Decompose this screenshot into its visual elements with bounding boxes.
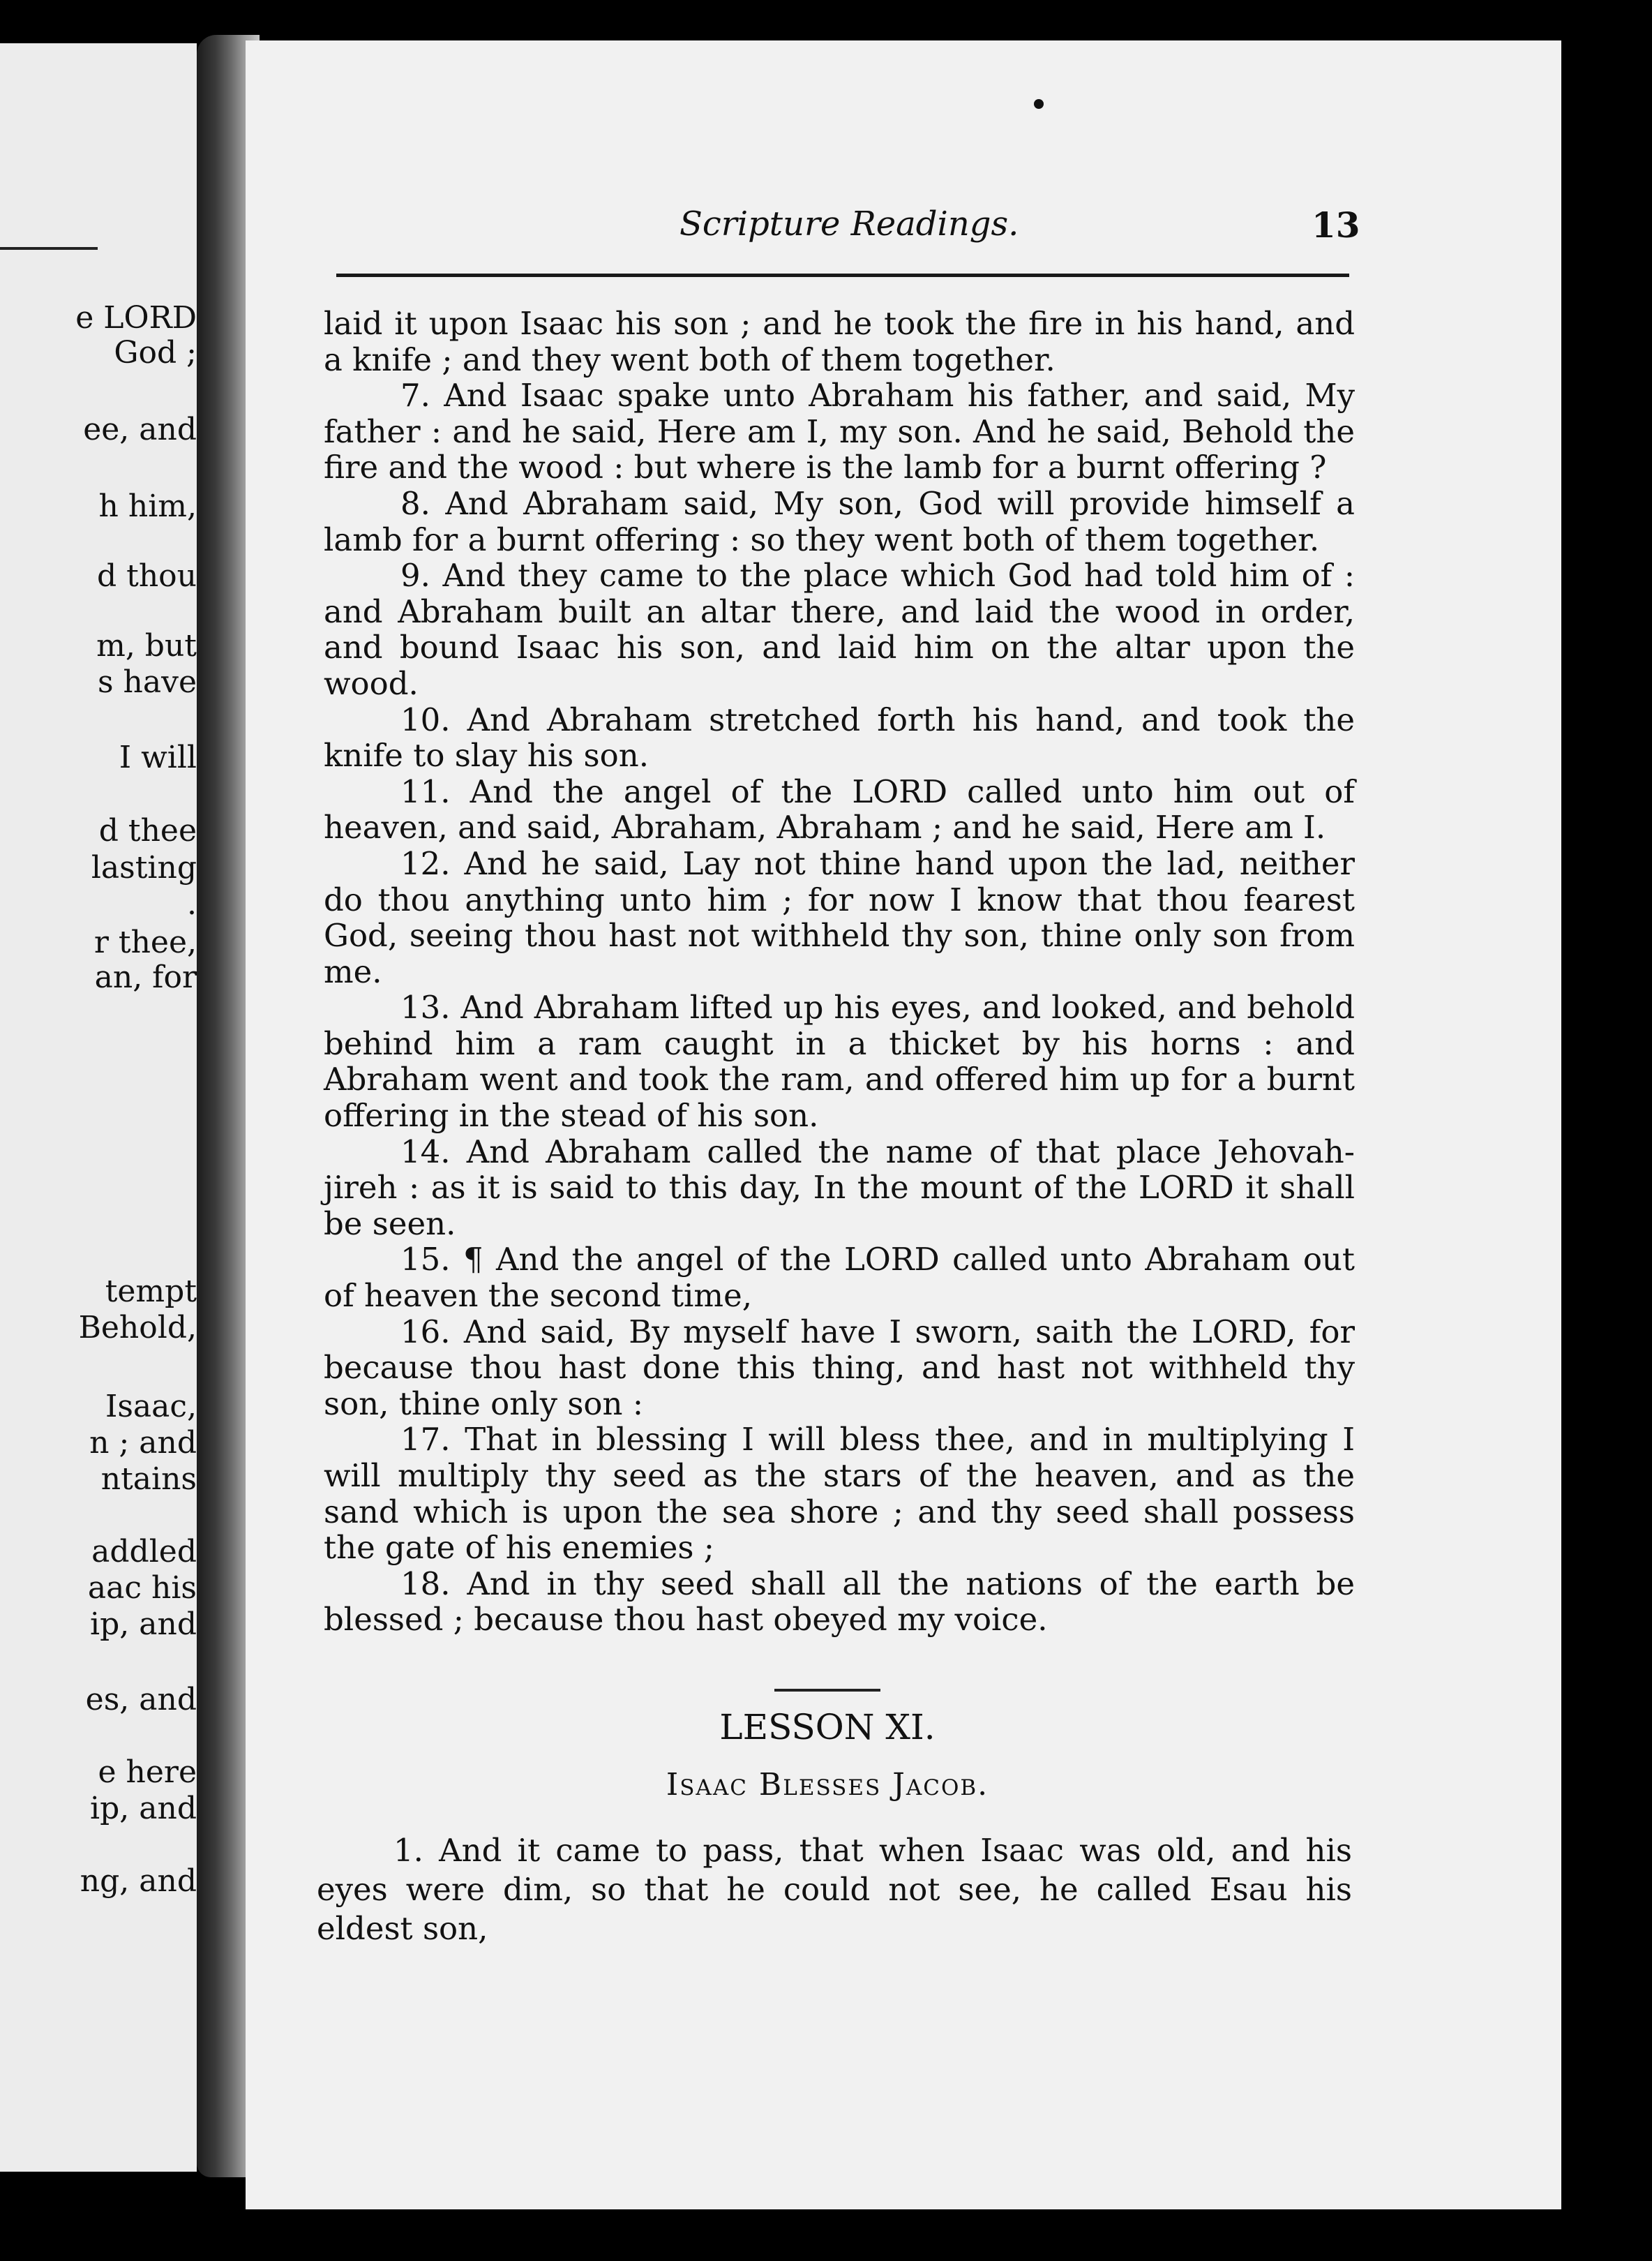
left-page-line: ip, and bbox=[90, 1791, 197, 1826]
section-separator bbox=[774, 1689, 880, 1692]
scripture-passage bbox=[324, 306, 1355, 1638]
verse: 13. And Abraham lifted up his eyes, and looked, and behold behind him a ram caught in a thicket by his horns : and Abraham went and took the ram, and offered him up for a burnt offering in the stead of his son. bbox=[324, 989, 1355, 1135]
left-page-line: Isaac, bbox=[105, 1389, 197, 1424]
page-header bbox=[246, 204, 1561, 253]
verse: 11. And the angel of the LORD called unto him out of heaven, and said, Abraham, Abraham ; and he said, Here am I. bbox=[324, 773, 1355, 846]
left-page-line: . bbox=[187, 886, 197, 922]
left-page-line: ip, and bbox=[90, 1606, 197, 1642]
left-page-line: ng, and bbox=[80, 1863, 197, 1899]
left-facing-page bbox=[0, 43, 197, 2172]
speck bbox=[1034, 99, 1044, 109]
left-page-line: m, but bbox=[96, 628, 197, 664]
left-page-line: ntains bbox=[100, 1461, 197, 1497]
left-page-line: lasting bbox=[91, 850, 197, 886]
left-page-line: d thou bbox=[97, 558, 197, 594]
lesson-text bbox=[317, 1831, 1352, 1948]
verse: 8. And Abraham said, My son, God will provide himself a lamb for a burnt offering : so they went both of them together. bbox=[324, 484, 1355, 558]
lesson-verse: 1. And it came to pass, that when Isaac was old, and his eyes were dim, so that he could not see, he called Esau his eldest son, bbox=[317, 1832, 1352, 1947]
left-page-line: e LORD bbox=[75, 300, 197, 336]
header-rule bbox=[336, 274, 1349, 277]
left-page-line: s have bbox=[97, 664, 197, 700]
left-page-line: Behold, bbox=[78, 1310, 197, 1345]
lesson-subtitle: Isaac Blesses Jacob. bbox=[666, 1767, 989, 1803]
verse: 18. And in thy seed shall all the nations of the earth be blessed ; because thou hast obeyed my voice. bbox=[324, 1565, 1355, 1639]
left-page-line: h him, bbox=[98, 488, 197, 524]
left-page-line: God ; bbox=[114, 335, 197, 371]
left-page-line: addled bbox=[91, 1534, 197, 1569]
lesson-title: LESSON XI. bbox=[719, 1707, 936, 1747]
left-page-line: es, and bbox=[85, 1682, 197, 1717]
left-page-line: an, for bbox=[94, 960, 197, 995]
left-page-line: e here bbox=[98, 1754, 197, 1790]
verse-list bbox=[324, 378, 1355, 1638]
left-page-rule bbox=[0, 247, 98, 250]
left-page-line: tempt bbox=[105, 1274, 197, 1309]
left-page-line: ee, and bbox=[83, 412, 197, 447]
verse: 15. ¶ And the angel of the LORD called unto Abraham out of heaven the second time, bbox=[324, 1241, 1355, 1315]
left-page-line: r thee, bbox=[93, 925, 197, 960]
verse: 9. And they came to the place which God had told him of : and Abraham built an altar there, and laid the wood in order, and bound Isaac his son, and laid him on the altar upon the wood. bbox=[324, 557, 1355, 702]
verse: 10. And Abraham stretched forth his hand, and took the knife to slay his son. bbox=[324, 701, 1355, 775]
verse: 7. And Isaac spake unto Abraham his father, and said, My father : and he said, Here am I, my son. And he said, Behold the fire and the wood : but where is the lamb for a burnt offering ? bbox=[324, 377, 1355, 486]
verse: 14. And Abraham called the name of that place Jehovah-jireh : as it is said to this day, In the mount of the LORD it shall be seen. bbox=[324, 1133, 1355, 1242]
passage-opening: laid it upon Isaac his son ; and he took the fire in his hand, and a knife ; and they went both of them together. bbox=[324, 305, 1355, 378]
verse: 12. And he said, Lay not thine hand upon the lad, neither do thou anything unto him ; for now I know that thou fearest God, seeing thou hast not withheld thy son, thine only son from me. bbox=[324, 844, 1355, 990]
left-page-line: aac his bbox=[87, 1570, 197, 1606]
running-title: Scripture Readings. bbox=[679, 204, 1019, 244]
page-number: 13 bbox=[1312, 204, 1360, 246]
left-page-line: n ; and bbox=[89, 1425, 197, 1461]
verse: 17. That in blessing I will bless thee, and in multiplying I will multiply thy seed as the stars of the heaven, and as the sand which is upon the sea shore ; and thy seed shall possess the gate of his enemies ; bbox=[324, 1421, 1355, 1567]
verse: 16. And said, By myself have I sworn, saith the LORD, for because thou hast done this thing, and hast not withheld thy son, thine only son : bbox=[324, 1313, 1355, 1422]
left-page-line: I will bbox=[119, 740, 197, 775]
left-page-line: d thee bbox=[98, 813, 197, 849]
